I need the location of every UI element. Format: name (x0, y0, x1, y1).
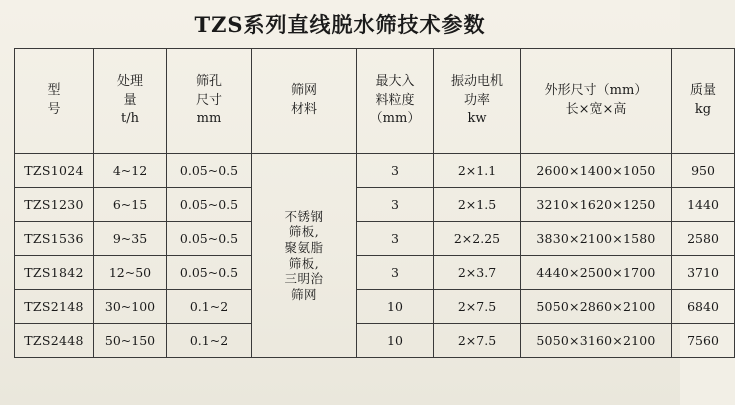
cell-motor-power: 2×1.1 (434, 154, 521, 188)
cell-model: TZS2148 (15, 290, 94, 324)
cell-capacity: 6~15 (94, 188, 167, 222)
header-line: 材料 (290, 102, 317, 117)
material-line: 筛板, (288, 255, 320, 271)
material-line: 不锈钢 (284, 208, 324, 224)
cell-model: TZS2448 (15, 324, 94, 358)
header-line: 振动电机 (450, 73, 503, 89)
cell-max-feed-size: 10 (357, 290, 434, 324)
header-line: kw (467, 111, 487, 127)
cell-mass: 950 (672, 154, 735, 188)
cell-model: TZS1230 (15, 188, 94, 222)
cell-mass: 6840 (672, 290, 735, 324)
header-line: mm (196, 111, 222, 127)
header-line: 尺寸 (195, 92, 222, 108)
header-line: 质量 (689, 83, 716, 99)
specification-table (14, 48, 735, 358)
table-body (15, 154, 735, 358)
column-header-mesh-material (252, 49, 357, 154)
column-header-capacity (94, 49, 167, 154)
column-header-max-feed-size (357, 49, 434, 154)
column-header-motor-power (434, 49, 521, 154)
cell-dimensions: 3210×1620×1250 (521, 188, 672, 222)
table-row (15, 324, 735, 358)
cell-mesh-size: 0.05~0.5 (167, 154, 252, 188)
table-row (15, 188, 735, 222)
material-line: 聚氨脂 (284, 239, 324, 255)
cell-motor-power: 2×1.5 (434, 188, 521, 222)
header-line: 型 (47, 83, 61, 99)
cell-motor-power: 2×3.7 (434, 256, 521, 290)
cell-mesh-material (252, 154, 357, 358)
cell-dimensions: 3830×2100×1580 (521, 222, 672, 256)
cell-mass: 2580 (672, 222, 735, 256)
table-row (15, 222, 735, 256)
column-header-mass (672, 49, 735, 154)
cell-dimensions: 2600×1400×1050 (521, 154, 672, 188)
header-line: 号 (47, 102, 61, 117)
cell-max-feed-size: 10 (357, 324, 434, 358)
table-row (15, 290, 735, 324)
header-line: 最大入 (375, 73, 415, 89)
header-row (15, 49, 735, 154)
cell-motor-power: 2×7.5 (434, 290, 521, 324)
header-line: 外形尺寸（mm） (544, 83, 648, 99)
header-line: 量 (123, 92, 137, 108)
header-line: 长×宽×高 (565, 102, 627, 117)
cell-dimensions: 5050×3160×2100 (521, 324, 672, 358)
cell-mesh-size: 0.05~0.5 (167, 256, 252, 290)
header-line: 处理 (116, 73, 143, 89)
cell-mesh-size: 0.05~0.5 (167, 222, 252, 256)
table-row (15, 256, 735, 290)
cell-dimensions: 4440×2500×1700 (521, 256, 672, 290)
cell-motor-power: 2×2.25 (434, 222, 521, 256)
cell-capacity: 9~35 (94, 222, 167, 256)
cell-motor-power: 2×7.5 (434, 324, 521, 358)
table-row (15, 154, 735, 188)
cell-mass: 1440 (672, 188, 735, 222)
cell-mass: 3710 (672, 256, 735, 290)
cell-max-feed-size: 3 (357, 222, 434, 256)
header-line: kg (694, 102, 712, 117)
cell-model: TZS1024 (15, 154, 94, 188)
page-title: TZS系列直线脱水筛技术参数 (194, 12, 486, 37)
header-line: t/h (121, 111, 139, 127)
cell-mass: 7560 (672, 324, 735, 358)
header-line: 功率 (463, 92, 490, 108)
table-header (15, 49, 735, 154)
cell-max-feed-size: 3 (357, 154, 434, 188)
column-header-dimensions (521, 49, 672, 154)
cell-model: TZS1842 (15, 256, 94, 290)
material-line: 三明治 (284, 271, 324, 287)
cell-dimensions: 5050×2860×2100 (521, 290, 672, 324)
column-header-model (15, 49, 94, 154)
cell-mesh-size: 0.1~2 (167, 290, 252, 324)
cell-max-feed-size: 3 (357, 256, 434, 290)
cell-capacity: 4~12 (94, 154, 167, 188)
cell-model: TZS1536 (15, 222, 94, 256)
material-line: 筛板, (288, 224, 320, 240)
material-line: 筛网 (290, 286, 317, 302)
cell-max-feed-size: 3 (357, 188, 434, 222)
cell-capacity: 30~100 (94, 290, 167, 324)
header-line: 筛网 (290, 83, 317, 99)
cell-capacity: 12~50 (94, 256, 167, 290)
cell-mesh-size: 0.1~2 (167, 324, 252, 358)
cell-mesh-size: 0.05~0.5 (167, 188, 252, 222)
header-line: 筛孔 (195, 73, 222, 89)
cell-capacity: 50~150 (94, 324, 167, 358)
column-header-mesh-size (167, 49, 252, 154)
spec-table-container (14, 48, 719, 358)
header-line: 料粒度 (375, 92, 415, 108)
header-line: （mm） (369, 111, 421, 127)
